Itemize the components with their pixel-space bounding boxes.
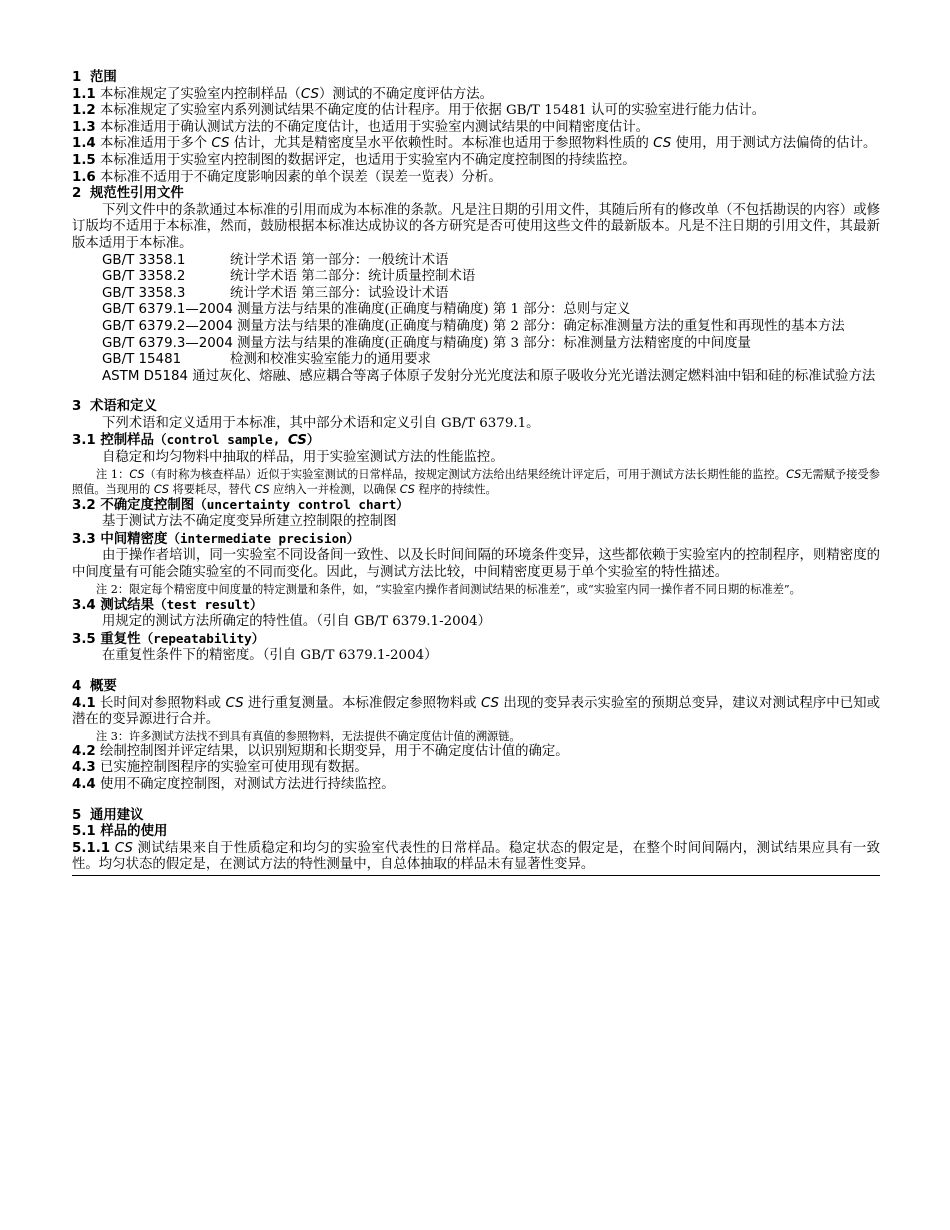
reference-code: GB/T 3358.3 [102,285,186,301]
clause-number: 4.1 [72,695,96,711]
reference-code: GB/T 6379.2—2004 [102,318,233,334]
cs-abbr: CS [129,467,145,481]
cs-abbr: CS [153,482,169,496]
section-number: 2 [72,186,82,202]
note-text: （有时称为核查样品）近似于实验室测试的日常样品，按规定测试方法给出结果经统计评定后，可用于测试方法长期性能的监控。 [144,467,787,481]
clause-text: 本标准适用于实验室内控制图的数据评定，也适用于实验室内不确定度控制图的持续监控。 [95,152,636,168]
reference-title: 测量方法与结果的准确度(正确度与精确度) 第 2 部分：确定标准测量方法的重复性和再现性的基本方法 [232,318,845,334]
term-3-4-heading [72,597,880,615]
clause-number: 4.2 [72,743,96,759]
term-english: （test result） [153,596,263,612]
term-title: 不确定度控制图 [95,497,195,513]
cs-abbr: CS [786,467,802,481]
reference-item [72,253,880,270]
cs-abbr: CS [480,695,500,711]
reference-code: GB/T 3358.1 [102,252,186,268]
document-body [72,70,880,876]
term-number: 3.3 [72,531,96,547]
term-3-3-heading [72,531,880,549]
note-text: 程序的持续性。 [414,482,497,496]
clause-number: 5.1.1 [72,840,111,856]
cs-abbr: CS [287,433,307,449]
clause-4-4 [72,777,880,794]
clause-text: 出现的变异表示实验室的预期总变异，建议对测试程序中已知或潜在的变异源进行合并。 [72,695,881,728]
section-title: 术语和定义 [90,399,157,415]
section-title: 范围 [90,70,117,85]
reference-title: 测量方法与结果的准确度(正确度与精确度) 第 1 部分：总则与定义 [232,302,631,318]
cs-abbr: CS [653,136,672,152]
clause-1-6 [72,170,880,187]
clause-text: 本标准不适用于不确定度影响因素的单个误差（误差一览表）分析。 [95,169,502,185]
cs-abbr: CS [254,482,270,496]
section-5-heading [72,808,880,825]
term-number: 3.5 [72,631,96,647]
cs-abbr: CS [300,86,319,102]
term-definition: 基于测试方法不确定度变异所建立控制限的控制图 [102,514,397,530]
clause-1-2 [72,103,880,120]
clause-4-2 [72,744,880,761]
term-title: 重复性 [95,631,141,647]
subsection-number: 5.1 [72,824,96,840]
clause-number: 1.3 [72,119,96,135]
note-label: 注 1： [96,467,130,481]
clause-text: 本标准规定了实验室内控制样品（ [95,86,301,102]
reference-item [72,319,880,336]
reference-item [72,336,880,353]
reference-code: GB/T 15481 [102,352,182,368]
clause-1-1 [72,87,880,104]
clause-1-5 [72,153,880,170]
section-2-intro: 下列文件中的条款通过本标准的引用而成为本标准的条款。凡是注日期的引用文件，其随后所有的修改单（不包括勘误的内容）或修订版均不适用于本标准，然而，鼓励根据本标准达成协议的各方研究是否可使用这些文件的最新版本。凡是不注日期的引用文件，其最新版本适用于本标准。 [72,202,880,251]
term-3-2-heading [72,497,880,515]
reference-title: 检测和校准实验室能力的通用要求 [230,352,431,368]
clause-text: 本标准适用于确认测试方法的不确定度估计，也适用于实验室内测试结果的中间精密度估计。 [95,119,650,135]
clause-1-3 [72,120,880,137]
reference-code: GB/T 3358.2 [102,269,186,285]
section-number: 4 [72,679,82,694]
term-title: 控制样品 [95,433,154,449]
note-text: 应纳入一并检测，以确保 [269,482,400,496]
clause-text: 绘制控制图并评定结果，以识别短期和长期变异，用于不确定度估计值的确定。 [95,743,569,759]
term-3-1-heading [72,432,880,450]
clause-5-1-1 [72,841,880,876]
section-title: 概要 [90,679,117,694]
term-number: 3.2 [72,497,96,513]
clause-text: 使用不确定度控制图，对测试方法进行持续监控。 [95,776,395,792]
cs-abbr: CS [114,840,133,856]
reference-item [72,352,880,369]
section-3-heading [72,399,880,416]
note-text: 无需赋予接受参照值。当现用的 [72,467,880,496]
term-title: 中间精密度 [95,531,168,547]
reference-title: 统计学术语 第二部分：统计质量控制术语 [230,269,476,285]
cs-abbr: CS [225,695,244,711]
term-definition: 在重复性条件下的精密度。（引自 GB/T 6379.1-2004） [102,648,438,664]
cs-abbr: CS [211,136,230,152]
term-english: ） [306,432,320,448]
section-1-heading [72,70,880,87]
clause-text: 测试结果来自于性质稳定和均匀的实验室代表性的日常样品。稳定状态的假定是，在整个时间间隔内，测试结果应具有一致性。均匀状态的假定是，在测试方法的特性测量中，自总体抽取的样品未有显著性变异。 [72,840,880,873]
section-4-heading [72,679,880,696]
section-title: 规范性引用文件 [90,186,184,202]
clause-text: 使用，用于测试方法偏倚的估计。 [671,136,877,152]
term-3-5-heading [72,631,880,649]
clause-text: 长时间对参照物料或 [95,695,226,711]
clause-number: 4.4 [72,776,96,792]
spacer [72,385,880,399]
note-3: 注 3：许多测试方法找不到具有真值的参照物料，无法提供不确定度估计值的溯源链。 [96,729,521,743]
note-2: 注 2：限定每个精密度中间度量的特定测量和条件，如，“实验室内操作者间测试结果的标准差”，或“实验室内同一操作者不同日期的标准差”。 [96,582,801,596]
clause-number: 1.5 [72,152,96,168]
clause-number: 1.6 [72,169,96,185]
note-1 [72,467,880,497]
reference-item [72,286,880,303]
note-text: 将要耗尽，替代 [169,482,255,496]
reference-title: 统计学术语 第三部分：试验设计术语 [230,285,449,301]
term-definition: 由于操作者培训，同一实验室不同设备间一致性、以及长时间间隔的环境条件变异，这些都依赖于实验室内的控制程序，则精密度的中间度量有可能会随实验室的不同而变化。因此，与测试方法比较，中间精密度更易于单个实验室的特性描述。 [72,548,880,581]
term-english: （control sample, [153,432,288,448]
clause-text: 本标准规定了实验室内系列测试结果不确定度的估计程序。用于依据 GB/T 15481 认可的实验室进行能力估计。 [95,103,766,119]
reference-title: 通过灰化、熔融、感应耦合等离子体原子发射分光光度法和原子吸收分光光谱法测定燃料油中铝和硅的标准试验方法 [188,368,876,384]
clause-1-4 [72,136,880,153]
term-english: （repeatability） [140,630,265,646]
reference-code: ASTM D5184 [102,368,189,384]
clause-number: 1.4 [72,136,96,152]
clause-number: 4.3 [72,760,96,776]
cs-abbr: CS [399,482,415,496]
section-title: 通用建议 [90,807,144,823]
clause-text: 本标准适用于多个 [95,136,212,152]
term-definition: 自稳定和均匀物料中抽取的样品，用于实验室测试方法的性能监控。 [102,450,504,466]
section-number: 3 [72,399,82,415]
clause-number: 1.1 [72,86,96,102]
clause-4-1 [72,696,880,729]
reference-item [72,269,880,286]
term-english: （intermediate precision） [167,530,360,546]
section-3-intro: 下列术语和定义适用于本标准，其中部分术语和定义引自 GB/T 6379.1。 [102,415,540,431]
spacer [72,794,880,808]
reference-item [72,369,880,386]
clause-text: 估计，尤其是精密度呈水平依赖性时。本标准也适用于参照物料性质的 [229,136,654,152]
section-number: 5 [72,807,82,823]
clause-text: ）测试的不确定度评估方法。 [318,86,494,102]
term-number: 3.1 [72,433,96,449]
clause-text: 已实施控制图程序的实验室可使用现有数据。 [95,760,368,776]
clause-number: 1.2 [72,103,96,119]
reference-title: 测量方法与结果的准确度(正确度与精确度) 第 3 部分：标准测量方法精密度的中间度量 [232,335,751,351]
clause-text: 进行重复测量。本标准假定参照物料或 [243,695,481,711]
term-title: 测试结果 [95,597,154,613]
reference-item [72,302,880,319]
subsection-title: 样品的使用 [95,824,168,840]
reference-title: 统计学术语 第一部分：一般统计术语 [230,252,449,268]
reference-code: GB/T 6379.1—2004 [102,302,233,318]
spacer [72,665,880,679]
reference-code: GB/T 6379.3—2004 [102,335,233,351]
subsection-5-1-heading [72,824,880,841]
term-definition: 用规定的测试方法所确定的特性值。（引自 GB/T 6379.1-2004） [102,614,492,630]
term-english: （uncertainty control chart） [194,496,409,512]
clause-4-3 [72,760,880,777]
term-number: 3.4 [72,597,96,613]
section-number: 1 [72,70,82,85]
section-2-heading [72,186,880,203]
